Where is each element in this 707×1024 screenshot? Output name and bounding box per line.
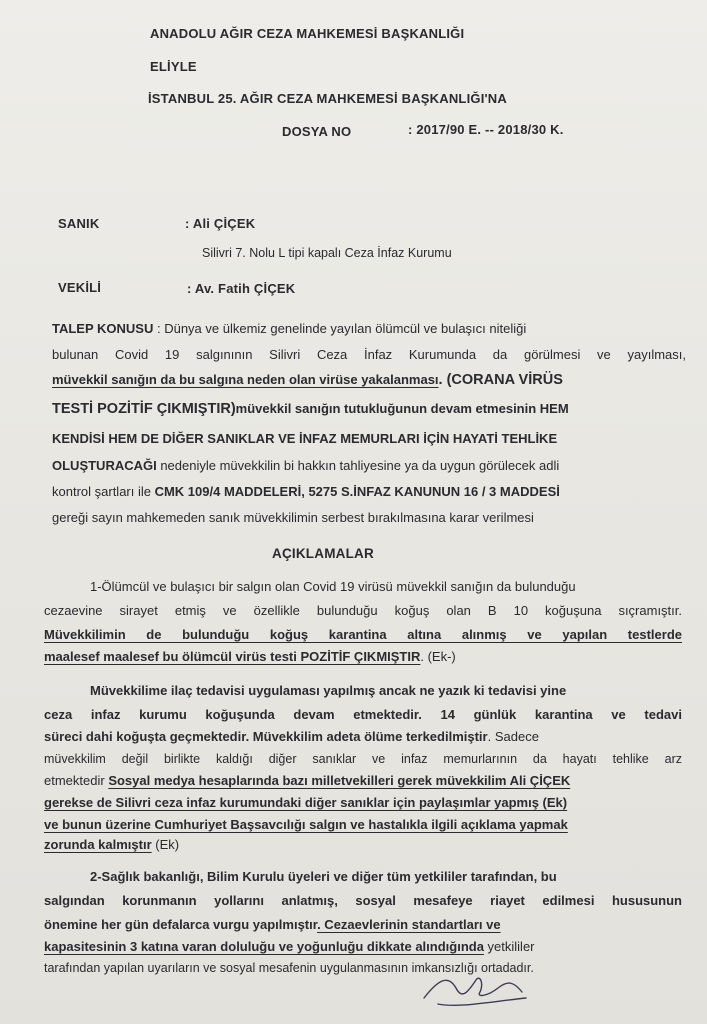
- via-label: ELİYLE: [150, 59, 197, 74]
- para3-line-3-bold: önemine her gün defalarca vurgu yapılmıştır: [44, 917, 318, 932]
- para2-line-8-tail: (Ek): [151, 837, 180, 852]
- para2-line-1: Müvekkilime ilaç tedavisi uygulaması yapılmış ancak ne yazık ki tedavisi yine: [90, 683, 567, 698]
- para2-line-6: gerekse de Silivri ceza infaz kurumundaki diğer sanıklar için paylaşımlar yapmış (Ek): [44, 795, 568, 810]
- request-section: [52, 316, 686, 536]
- signature-scribble: [418, 958, 538, 1014]
- para2-line-7: ve bunun üzerine Cumhuriyet Başsavcılığı salgın ve hastalıkla ilgili açıklama yapmak: [44, 817, 568, 832]
- file-number-value: : 2017/90 E. -- 2018/30 K.: [408, 122, 564, 137]
- para2-line-5-head: etmektedir: [44, 773, 109, 788]
- request-line-5: KENDİSİ HEM DE DİĞER SANIKLAR VE İNFAZ MEMURLARI İÇİN HAYATİ TEHLİKE: [52, 431, 558, 446]
- para1-line-4-tail: . (Ek-): [420, 649, 456, 664]
- request-label: TALEP KONUSU: [52, 321, 154, 336]
- request-legal-articles: CMK 109/4 MADDELERİ, 5275 S.İNFAZ KANUNUN 16 / 3 MADDESİ: [154, 484, 560, 499]
- counsel-label: VEKİLİ: [58, 280, 102, 295]
- request-line-4: müvekkil sanığın tutukluğunun devam etmesinin HEM: [235, 401, 569, 416]
- para3-line-5: tarafından yapılan uyarıların ve sosyal mesafenin uygulanmasının imkansızlığı ortadadır.: [44, 961, 534, 975]
- para2-line-3-bold: süreci dahi koğuşta geçmektedir. Müvekkilim adeta ölüme terkedilmiştir: [44, 729, 488, 744]
- explanations-body: [44, 574, 682, 954]
- request-line-6-bold: OLUŞTURACAĞI: [52, 458, 157, 473]
- para3-line-1: 2-Sağlık bakanlığı, Bilim Kurulu üyeleri ve diğer tüm yetkililer tarafından, bu: [90, 869, 557, 884]
- defendant-name: : Ali ÇİÇEK: [185, 216, 256, 231]
- request-line-8: gereği sayın mahkemeden sanık müvekkilimin serbest bırakılmasına karar verilmesi: [52, 510, 534, 525]
- request-infected-underline: müvekkil sanığın da bu salgına neden olan virüse yakalanması: [52, 372, 439, 387]
- para1-line-2: cezaevine sirayet etmiş ve özellikle bulunduğu koğuş olan B 10 koğuşuna sıçramıştır.: [44, 603, 682, 618]
- court-to-heading: İSTANBUL 25. AĞIR CEZA MAHKEMESİ BAŞKANLIĞI'NA: [148, 91, 507, 106]
- request-line-6: nedeniyle müvekkilin bi hakkın tahliyesine ya da uygun görülecek adli: [156, 458, 560, 473]
- explanations-title: AÇIKLAMALAR: [272, 546, 374, 561]
- para3-capacity-underline: kapasitesinin 3 katına varan doluluğu ve yoğunluğu dikkate alındığında: [44, 939, 484, 954]
- request-line-7: kontrol şartları ile: [52, 484, 155, 499]
- para1-positive-underline: maalesef maalesef bu ölümcül virüs testi POZİTİF ÇIKMIŞTIR: [44, 649, 421, 664]
- file-number-label: DOSYA NO: [282, 124, 352, 139]
- request-corona-caps: . (CORANA VİRÜS: [438, 372, 563, 388]
- defendant-location: Silivri 7. Nolu L tipi kapalı Ceza İnfaz Kurumu: [202, 246, 452, 260]
- defendant-label: SANIK: [58, 216, 100, 231]
- para2-line-4: müvekkilim değil birlikte kaldığı diğer sanıklar ve infaz memurlarının da hayatı tehlike arz: [44, 752, 682, 766]
- request-test-positive-caps: TESTİ POZİTİF ÇIKMIŞTIR): [52, 401, 236, 417]
- para1-line-1: 1-Ölümcül ve bulaşıcı bir salgın olan Covid 19 virüsü müvekkil sanığın da bulunduğu: [90, 579, 576, 594]
- para3-line-4-tail: yetkililer: [483, 939, 535, 954]
- para2-line-2: ceza infaz kurumu koğuşunda devam etmektedir. 14 günlük karantina ve tedavi: [44, 707, 682, 722]
- para1-line-3: Müvekkilimin de bulunduğu koğuş karantina altına alınmış ve yapılan testlerde: [44, 627, 682, 642]
- para3-line-2: salgından korunmanın yollarını anlatmış, sosyal mesafeye riayet edilmesi hususunun: [44, 893, 682, 908]
- para2-line-3-tail: . Sadece: [487, 729, 539, 744]
- counsel-name: : Av. Fatih ÇİÇEK: [187, 281, 296, 296]
- request-line-2: bulunan Covid 19 salgınının Silivri Ceza İnfaz Kurumunda da görülmesi ve yayılması,: [52, 347, 686, 362]
- para3-prisons-underline: . Cezaevlerinin standartları ve: [317, 917, 501, 932]
- para2-had-to-underline: zorunda kalmıştır: [44, 837, 152, 852]
- para2-social-media-underline: Sosyal medya hesaplarında bazı milletvekilleri gerek müvekkilim Ali ÇİÇEK: [108, 773, 571, 788]
- request-line-1: : Dünya ve ülkemiz genelinde yayılan ölümcül ve bulaşıcı niteliği: [156, 321, 527, 336]
- court-from-heading: ANADOLU AĞIR CEZA MAHKEMESİ BAŞKANLIĞI: [150, 26, 465, 41]
